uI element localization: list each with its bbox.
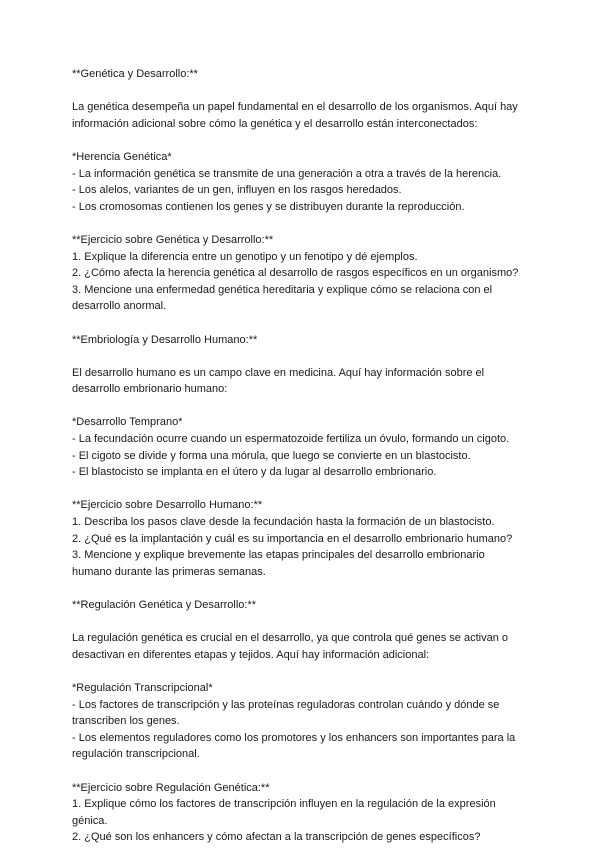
intro-line: La regulación genética es crucial en el desarrollo, ya que controla qué genes se activan o [72, 632, 508, 645]
spacer [72, 481, 532, 498]
intro-line: El desarrollo humano es un campo clave en medicina. Aquí hay información sobre el [72, 366, 485, 379]
exercise-line: génica. [72, 814, 108, 827]
bullet-line: - La información genética se transmite de una generación a otra a través de la herencia. [72, 167, 502, 180]
spacer [72, 663, 532, 680]
exercise-line: 2. ¿Qué es la implantación y cuál es su importancia en el desarrollo embrionario humano? [72, 532, 513, 545]
bullet-line: - La fecundación ocurre cuando un espermatozoide fertiliza un óvulo, formando un cigoto. [72, 433, 510, 446]
subsection-block [72, 680, 532, 763]
document-page [72, 66, 532, 846]
spacer [72, 132, 532, 149]
spacer [72, 763, 532, 780]
section-heading [72, 332, 532, 349]
section-intro [72, 630, 532, 663]
exercise-line: humano durante las primeras semanas. [72, 565, 266, 578]
exercise-line: 2. ¿Cómo afecta la herencia genética al desarrollo de rasgos específicos en un organismo? [72, 267, 519, 280]
spacer [72, 215, 532, 232]
exercise-line: 2. ¿Qué son los enhancers y cómo afectan a la transcripción de genes específicos? [72, 831, 481, 844]
intro-line: información adicional sobre cómo la genética y el desarrollo están interconectados: [72, 117, 478, 130]
spacer [72, 348, 532, 365]
subsection-heading: *Regulación Transcripcional* [72, 681, 213, 694]
bullet-line: - Los factores de transcripción y las proteínas reguladoras controlan cuándo y dónde se [72, 698, 500, 711]
spacer [72, 398, 532, 415]
bullet-line: - El blastocisto se implanta en el útero y da lugar al desarrollo embrionario. [72, 466, 437, 479]
exercise-block [72, 232, 532, 315]
section-heading-text: **Genética y Desarrollo:** [72, 68, 198, 80]
bullet-line: - Los alelos, variantes de un gen, influyen en los rasgos heredados. [72, 184, 402, 197]
bullet-line: transcriben los genes. [72, 715, 180, 728]
section-intro [72, 99, 532, 132]
subsection-block [72, 414, 532, 480]
exercise-line: 1. Explique la diferencia entre un genotipo y un fenotipo y dé ejemplos. [72, 250, 418, 263]
subsection-heading: *Herencia Genética* [72, 150, 172, 163]
intro-line: desactivan en diferentes etapas y tejidos. Aquí hay información adicional: [72, 648, 430, 661]
exercise-line: 3. Mencione y explique brevemente las etapas principales del desarrollo embrionario [72, 549, 485, 562]
spacer [72, 580, 532, 597]
bullet-line: - Los elementos reguladores como los promotores y los enhancers son importantes para la [72, 731, 516, 744]
intro-line: desarrollo embrionario humano: [72, 383, 228, 396]
spacer [72, 315, 532, 332]
exercise-block [72, 780, 532, 846]
exercise-line: 1. Describa los pasos clave desde la fecundación hasta la formación de un blastocisto. [72, 516, 495, 529]
intro-line: La genética desempeña un papel fundamental en el desarrollo de los organismos. Aquí hay [72, 101, 518, 114]
exercise-block [72, 497, 532, 580]
exercise-heading: **Ejercicio sobre Genética y Desarrollo:** [72, 233, 274, 246]
section-heading [72, 66, 532, 83]
section-heading [72, 597, 532, 614]
bullet-line: regulación transcripcional. [72, 748, 200, 761]
section-heading-text: **Embriología y Desarrollo Humano:** [72, 333, 258, 346]
exercise-line: desarrollo anormal. [72, 300, 167, 313]
exercise-line: 3. Mencione una enfermedad genética hereditaria y explique cómo se relaciona con el [72, 283, 493, 296]
section-intro [72, 365, 532, 398]
spacer [72, 614, 532, 631]
exercise-heading: **Ejercicio sobre Desarrollo Humano:** [72, 499, 263, 512]
subsection-block [72, 149, 532, 215]
subsection-heading: *Desarrollo Temprano* [72, 416, 183, 429]
spacer [72, 83, 532, 100]
section-heading-text: **Regulación Genética y Desarrollo:** [72, 599, 257, 611]
bullet-line: - Los cromosomas contienen los genes y se distribuyen durante la reproducción. [72, 200, 465, 213]
exercise-heading: **Ejercicio sobre Regulación Genética:** [72, 781, 270, 794]
bullet-line: - El cigoto se divide y forma una mórula, que luego se convierte en un blastocisto. [72, 449, 471, 462]
exercise-line: 1. Explique cómo los factores de transcripción influyen en la regulación de la expresión [72, 798, 496, 811]
